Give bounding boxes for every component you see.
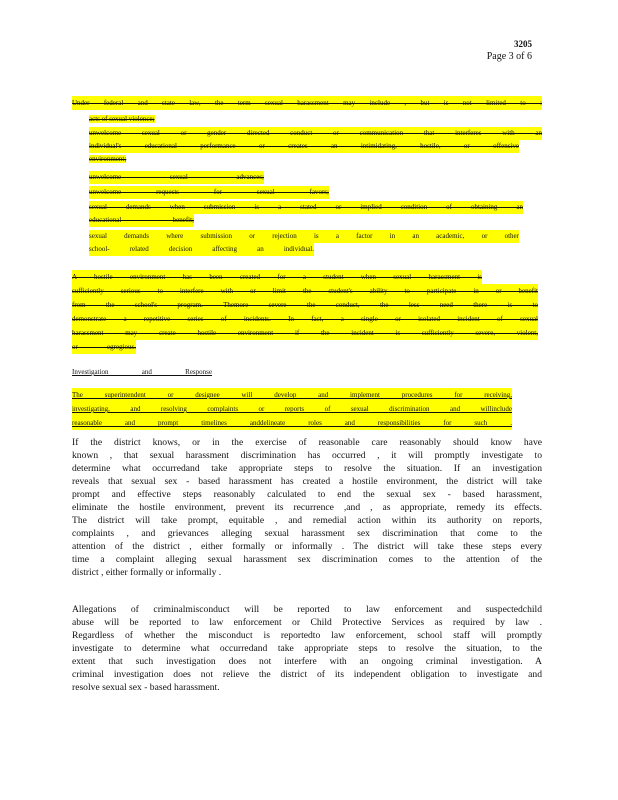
section-heading-text: Investigation and Response — [72, 368, 212, 376]
bullet-text: sexual demands when submission is a stated or implied condition of obtaining an — [89, 201, 523, 214]
bullet-item — [72, 171, 542, 185]
paragraph-line: eliminate the hostile environment, prevent its recurrence ,and , as appropriate, remedy its effects. — [72, 502, 542, 513]
paragraph-line: determine what occurredand take appropriate steps to resolve the situation. If an investigation — [72, 463, 542, 474]
bullet-text: school- related decision affecting an individual. — [89, 243, 314, 256]
paragraph-line: complaints , and grievances alleging sexual harassment sex discrimination that come to the — [72, 528, 542, 539]
paragraph-line: criminal investigation does not relieve the district of its independent obligation to investigate and — [72, 669, 542, 680]
paragraph-line: investigating, and resolving complaints or reports of sexual discrimination and willinclude — [72, 402, 512, 416]
paragraph-line: The superintendent or designee will develop and implement procedures for receiving, — [72, 388, 512, 402]
paragraph-line: reasonable and prompt timelines anddelineate roles and responsibilities for such . — [72, 416, 512, 430]
paragraph-line: prompt and effective steps reasonably calculated to end the sexual sex - based harassment, — [72, 489, 542, 500]
policy-code: 3205 — [514, 39, 532, 49]
paragraph-line: A hostile environment has been created for a student when sexual harassment is — [72, 270, 482, 284]
bullet-text: educational benefit; — [89, 214, 194, 227]
bullet-item — [72, 113, 542, 127]
paragraph-line: from the school's program. Themore severe the conduct, the less need there is to — [72, 298, 538, 312]
bullet-item — [72, 230, 542, 258]
paragraph-line: known , that sexual harassment discrimination has occurred , it will promptly investigate to — [72, 450, 542, 461]
bullet-text: acts of sexual violence; — [89, 115, 155, 123]
bullet-text: environment; — [89, 155, 127, 163]
page-number: Page 3 of 6 — [486, 51, 532, 62]
intro-text — [72, 96, 542, 110]
intro-line: Under federal and state law, the term sexual harassment may include , but is not limited to : — [72, 96, 542, 110]
paragraph-line: sufficiently serious to interfere with or limit the student's ability to participate in or benefit — [72, 284, 538, 298]
paragraph-line: investigate to determine what occurredand take appropriate steps to resolve the situation, to the — [72, 643, 542, 654]
paragraph-line: If the district knows, or in the exercise of reasonable care reasonably should know have — [72, 437, 542, 448]
criminal-misconduct-paragraph — [72, 603, 542, 694]
paragraph-line: The district will take prompt, equitable , and remedial action within its authority on reports, — [72, 515, 542, 526]
investigation-paragraph — [72, 388, 512, 430]
paragraph-line: abuse will be reported to law enforcement or Child Protective Services as required by law . — [72, 617, 542, 628]
paragraph-line: Regardless of whether the misconduct is reportedto law enforcement, school staff will promptly — [72, 630, 542, 641]
paragraph-line: extent that such investigation does not interfere with an ongoing criminal investigation. A — [72, 656, 542, 667]
bullet-text: unwelcome sexual or gender directed conduct or communication that interferes with an — [89, 127, 542, 140]
bullet-text: unwelcome requests for sexual favors; — [89, 186, 329, 199]
paragraph-line: time a complaint alleging sexual harassment sex discrimination comes to the attention of the — [72, 554, 542, 565]
paragraph-line: harassment may create hostile environment if the incident is sufficiently severe, violent, — [72, 326, 538, 340]
paragraph-line: resolve sexual sex - based harassment. — [72, 682, 220, 693]
district-response-paragraph — [72, 436, 542, 579]
bullet-text: unwelcome sexual advances; — [89, 171, 264, 184]
bullet-item — [72, 186, 542, 200]
paragraph-line: or egregious. — [72, 340, 136, 354]
hostile-environment-paragraph — [72, 270, 538, 354]
bullet-item — [72, 201, 542, 229]
bullet-text: sexual demands where submission or rejection is a factor in an academic, or other — [89, 230, 519, 243]
paragraph-line: Allegations of criminalmisconduct will be reported to law enforcement and suspectedchild — [72, 604, 542, 615]
paragraph-line: district , either formally or informally . — [72, 567, 222, 578]
section-heading — [72, 368, 542, 376]
paragraph-line: attention of the district , either formally or informally . The district will take these steps every — [72, 541, 542, 552]
paragraph-line: reveals that sexual sex - based harassment has created a hostile environment, the district will take — [72, 476, 542, 487]
paragraph-line: demonstrate a repetitive series of incidents. In fact, a single or isolated incident of sexual — [72, 312, 538, 326]
bullet-text: individual's educational performance or creates an intimidating, hostile, or offensive — [89, 140, 519, 153]
bullet-item — [72, 127, 542, 167]
